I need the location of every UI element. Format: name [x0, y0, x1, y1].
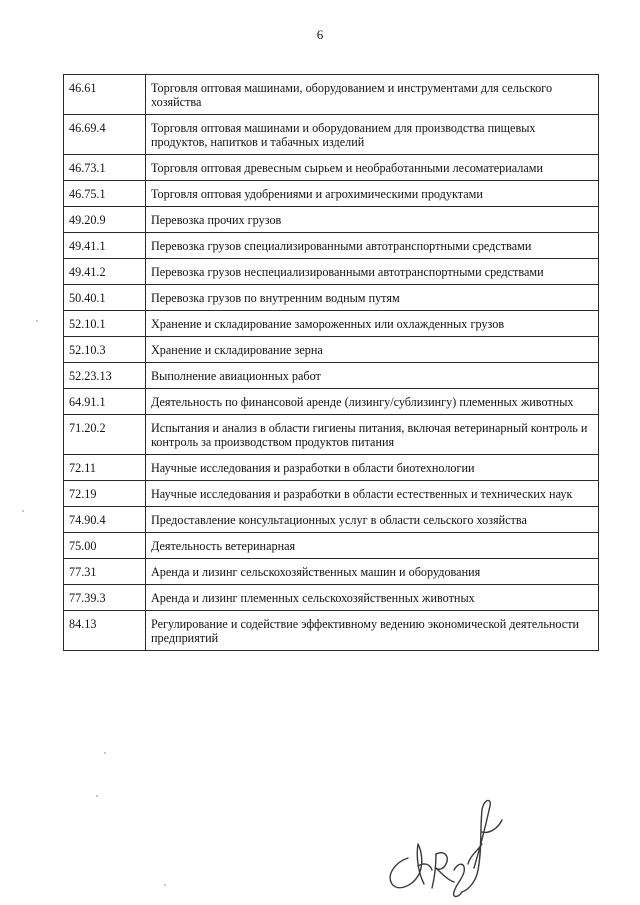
table-row	[64, 311, 599, 337]
okved-code: 52.10.1	[64, 311, 146, 337]
table-row	[64, 481, 599, 507]
table-row	[64, 233, 599, 259]
table-row	[64, 455, 599, 481]
okved-code: 74.90.4	[64, 507, 146, 533]
activity-description: Перевозка грузов специализированными автотранспортными средствами	[146, 233, 599, 259]
page-number: 6	[316, 27, 324, 42]
okved-code: 84.13	[64, 611, 146, 651]
table-row	[64, 507, 599, 533]
activity-description: Аренда и лизинг сельскохозяйственных машин и оборудования	[146, 559, 599, 585]
activity-description: Деятельность по финансовой аренде (лизингу/сублизингу) племенных животных	[146, 389, 599, 415]
okved-code: 52.10.3	[64, 337, 146, 363]
activity-description: Испытания и анализ в области гигиены питания, включая ветеринарный контроль и контроль за производством продуктов питания	[146, 415, 599, 455]
scan-speck	[104, 752, 106, 754]
okved-code: 64.91.1	[64, 389, 146, 415]
table-row	[64, 181, 599, 207]
okved-code: 50.40.1	[64, 285, 146, 311]
activity-description: Предоставление консультационных услуг в области сельского хозяйства	[146, 507, 599, 533]
okved-code: 46.69.4	[64, 115, 146, 155]
table-row	[64, 363, 599, 389]
scan-speck	[164, 884, 166, 886]
okved-code: 49.20.9	[64, 207, 146, 233]
okved-code: 49.41.1	[64, 233, 146, 259]
activity-description: Регулирование и содействие эффективному ведению экономической деятельности предприятий	[146, 611, 599, 651]
signature-icon	[378, 788, 508, 898]
okved-code: 75.00	[64, 533, 146, 559]
okved-code: 72.19	[64, 481, 146, 507]
scan-speck	[96, 795, 98, 797]
activity-description: Перевозка грузов неспециализированными автотранспортными средствами	[146, 259, 599, 285]
activity-description: Хранение и складирование зерна	[146, 337, 599, 363]
okved-code: 46.75.1	[64, 181, 146, 207]
okved-code: 71.20.2	[64, 415, 146, 455]
okved-code: 52.23.13	[64, 363, 146, 389]
okved-code: 72.11	[64, 455, 146, 481]
table-row	[64, 285, 599, 311]
table-row	[64, 585, 599, 611]
table-row	[64, 389, 599, 415]
activity-description: Торговля оптовая машинами, оборудованием и инструментами для сельского хозяйства	[146, 75, 599, 115]
okved-code: 49.41.2	[64, 259, 146, 285]
okved-code: 46.73.1	[64, 155, 146, 181]
okved-code: 77.39.3	[64, 585, 146, 611]
activity-description: Выполнение авиационных работ	[146, 363, 599, 389]
activity-description: Научные исследования и разработки в области биотехнологии	[146, 455, 599, 481]
table-row	[64, 337, 599, 363]
table-row	[64, 207, 599, 233]
activity-description: Перевозка грузов по внутренним водным путям	[146, 285, 599, 311]
table-row	[64, 155, 599, 181]
table-row	[64, 75, 599, 115]
activity-description: Научные исследования и разработки в области естественных и технических наук	[146, 481, 599, 507]
activity-description: Торговля оптовая машинами и оборудованием для производства пищевых продуктов, напитков и табачных изделий	[146, 115, 599, 155]
table-row	[64, 259, 599, 285]
activity-description: Торговля оптовая древесным сырьем и необработанными лесоматериалами	[146, 155, 599, 181]
scan-speck	[36, 320, 38, 322]
activity-description: Деятельность ветеринарная	[146, 533, 599, 559]
activity-description: Торговля оптовая удобрениями и агрохимическими продуктами	[146, 181, 599, 207]
activity-description: Перевозка прочих грузов	[146, 207, 599, 233]
table-row	[64, 533, 599, 559]
table-row	[64, 559, 599, 585]
table-row	[64, 115, 599, 155]
table-row	[64, 611, 599, 651]
table-row	[64, 415, 599, 455]
activity-description: Аренда и лизинг племенных сельскохозяйственных животных	[146, 585, 599, 611]
okved-code: 46.61	[64, 75, 146, 115]
activity-description: Хранение и складирование замороженных или охлажденных грузов	[146, 311, 599, 337]
okved-code: 77.31	[64, 559, 146, 585]
scan-speck	[22, 510, 24, 512]
okved-table	[63, 74, 599, 651]
